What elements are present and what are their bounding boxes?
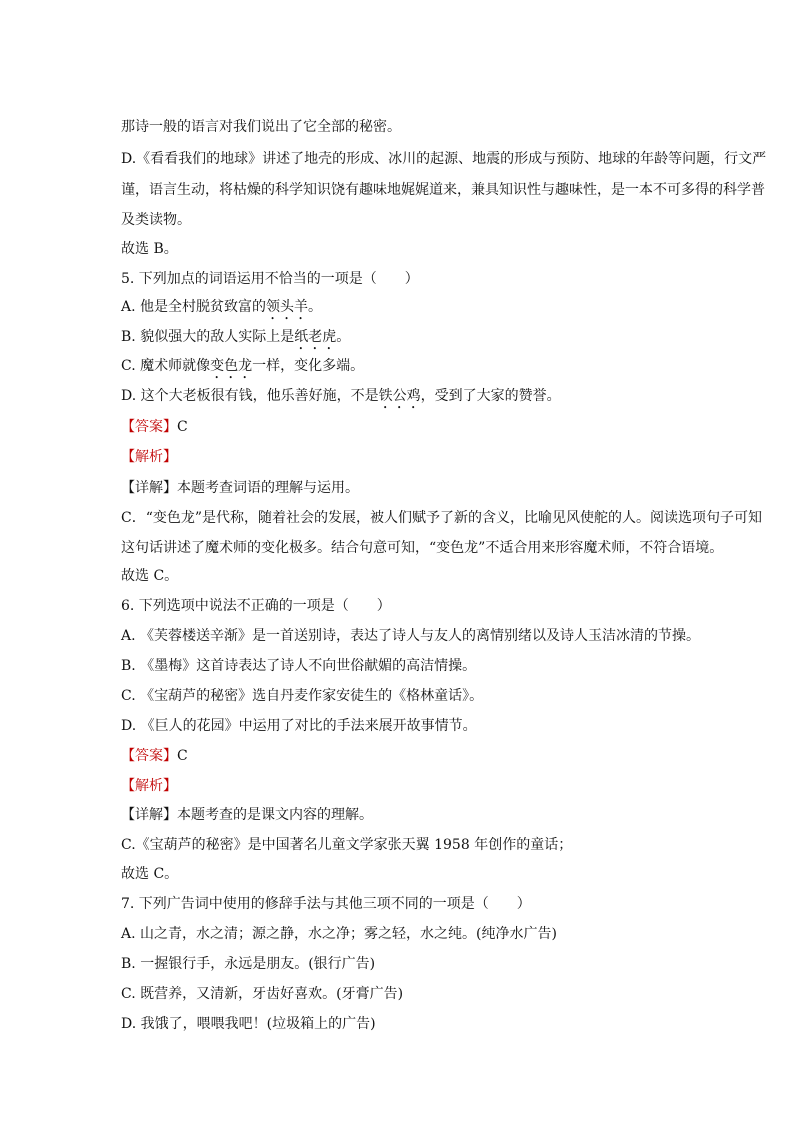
question-7-option-a: A. 山之青，水之清；源之静，水之净；雾之轻，水之纯。(纯净水广告): [121, 926, 557, 942]
answer-label: 【答案】: [121, 419, 177, 435]
answer-value: C: [177, 419, 188, 435]
question-6-option-b: B. 《墨梅》这首诗表达了诗人不向世俗献媚的高洁情操。: [121, 658, 477, 674]
option-text: ，受到了大家的赞誉。: [420, 388, 561, 404]
option-text: 。: [336, 329, 351, 345]
question-7-option-c: C. 既营养，又清新，牙齿好喜欢。(牙膏广告): [121, 986, 404, 1002]
answer-line: [121, 418, 754, 436]
option-text: B. 貌似强大的敌人实际上是: [121, 329, 295, 345]
question-7-stem: 7. 下列广告词中使用的修辞手法与其他三项不同的一项是（ ）: [121, 896, 531, 912]
explanation-line: C.《宝葫芦的秘密》是中国著名儿童文学家张天翼 1958 年创作的童话；: [121, 837, 573, 853]
option-text: 一样，变化多端。: [252, 358, 365, 374]
question-7-option-b: B. 一握银行手，永远是朋友。(银行广告): [121, 956, 376, 972]
option-text: C. 魔术师就像: [121, 358, 211, 374]
analysis-label: 【解析】: [121, 449, 177, 465]
explanation-line: 这句话讲述了魔术师的变化极多。结合句意可知，“变色龙”不适合用来形容魔术师，不符合语境。: [121, 540, 724, 556]
question-6-stem: 6. 下列选项中说法不正确的一项是（ ）: [121, 598, 391, 614]
text-line: 及类读物。: [121, 212, 191, 228]
text-line: 谨，语言生动，将枯燥的科学知识饶有趣味地娓娓道来，兼具知识性与趣味性，是一本不可多得的科学普: [121, 182, 765, 198]
option-text: A. 他是全村脱贫致富的: [121, 299, 267, 315]
explanation-line: C．“变色龙”是代称，随着社会的发展，被人们赋予了新的含义，比喻见风使舵的人。阅读选项句子可知: [121, 510, 763, 526]
dotted-term: 变色龙: [210, 358, 253, 374]
analysis-line: [121, 777, 754, 795]
detail-line: 【详解】本题考查词语的理解与运用。: [121, 480, 359, 496]
conclusion-line: 故选 C。: [121, 866, 179, 882]
option-text: D. 这个大老板很有钱，他乐善好施，不是: [121, 388, 379, 404]
text-line: 故选 B。: [121, 241, 178, 257]
question-5-option-c: [121, 357, 754, 382]
text-line: D.《看看我们的地球》讲述了地壳的形成、冰川的起源、地震的形成与预防、地球的年龄等问题，行文严: [121, 151, 767, 167]
dotted-term: 领头羊: [266, 299, 309, 315]
question-5-stem: 5. 下列加点的词语运用不恰当的一项是（ ）: [121, 271, 419, 287]
dotted-term: 铁公鸡: [378, 388, 421, 404]
answer-line: [121, 747, 754, 765]
question-5-option-d: [121, 387, 754, 412]
question-6-option-d: D. 《巨人的花园》中运用了对比的手法来展开故事情节。: [121, 718, 477, 734]
dotted-term: 纸老虎: [294, 329, 337, 345]
question-5-option-b: [121, 328, 754, 353]
detail-line: 【详解】本题考查的是课文内容的理解。: [121, 807, 373, 823]
option-text: 。: [308, 299, 323, 315]
question-7-option-d: D. 我饿了，喂喂我吧！(垃圾箱上的广告): [121, 1016, 376, 1032]
analysis-line: [121, 448, 754, 466]
answer-value: C: [177, 748, 188, 764]
question-5-option-a: [121, 298, 754, 323]
answer-label: 【答案】: [121, 748, 177, 764]
question-6-option-a: A. 《芙蓉楼送辛渐》是一首送别诗，表达了诗人与友人的离情别绪以及诗人玉洁冰清的节操。: [121, 628, 701, 644]
text-line: 那诗一般的语言对我们说出了它全部的秘密。: [121, 119, 401, 135]
analysis-label: 【解析】: [121, 778, 177, 794]
question-6-option-c: C. 《宝葫芦的秘密》选自丹麦作家安徒生的《格林童话》。: [121, 688, 484, 704]
conclusion-line: 故选 C。: [121, 568, 179, 584]
